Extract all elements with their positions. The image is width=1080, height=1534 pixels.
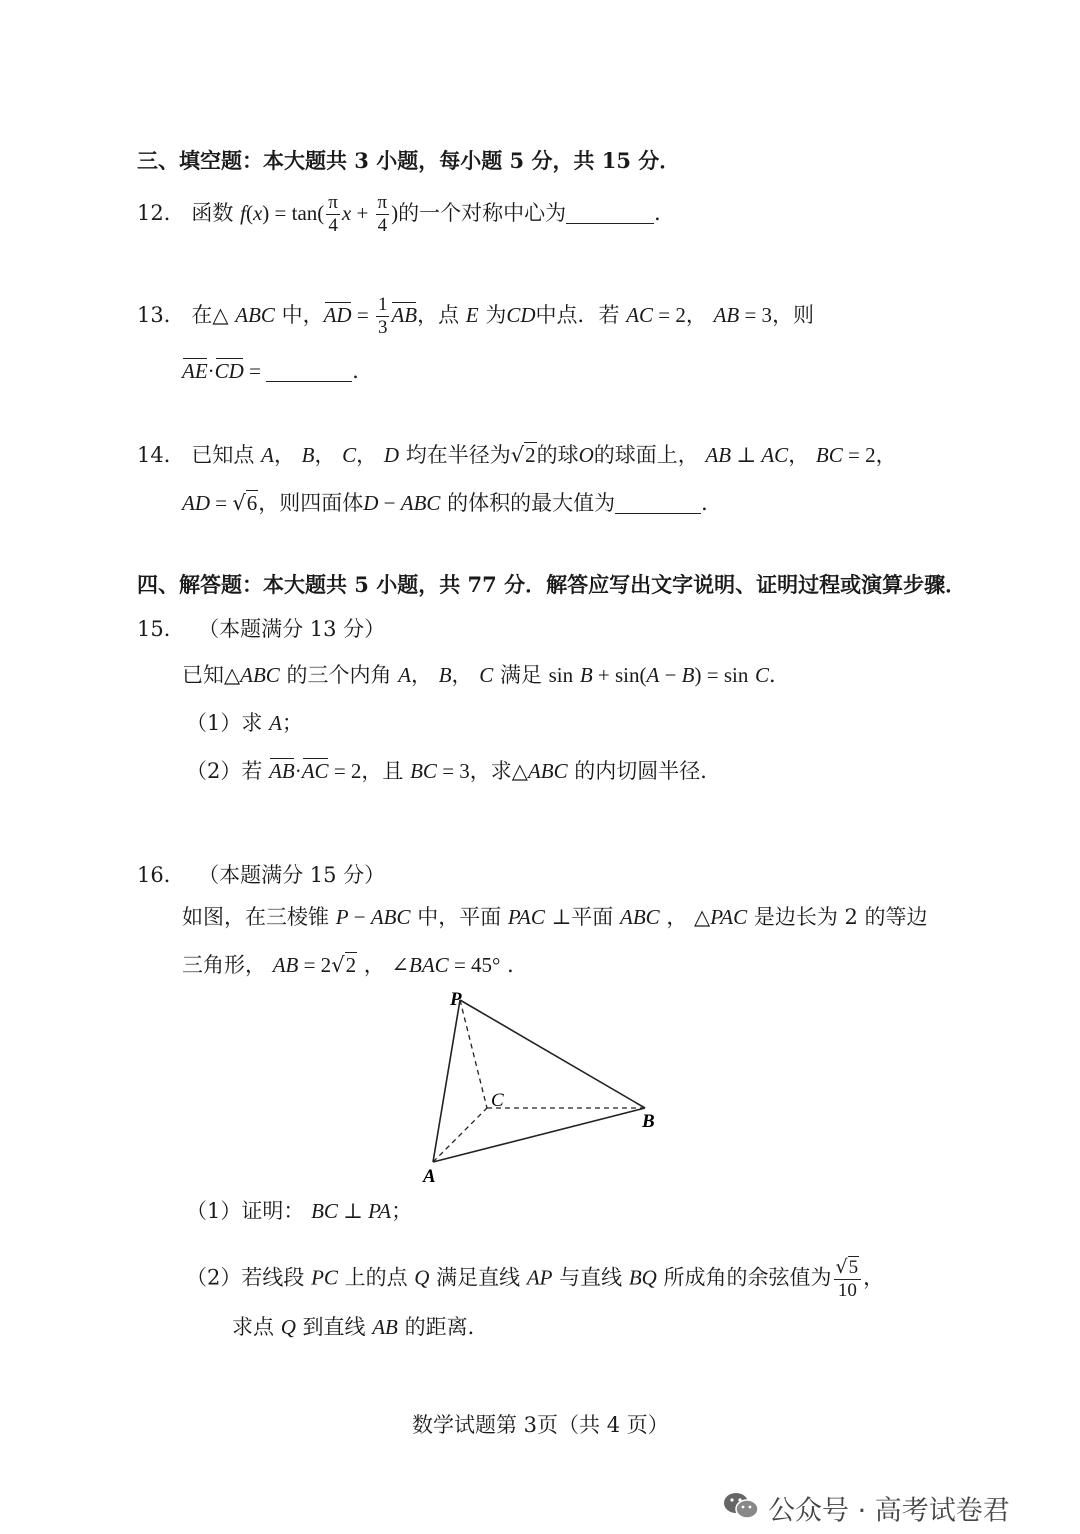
watermark-text: 公众号 · 高考试卷君 [768,1495,1010,1527]
question-16 [137,860,385,890]
edge-PB [460,1000,645,1108]
edge-AB [433,1108,645,1162]
section-heading-solve: 四、解答题：本大题共 5 小题，共 77 分．解答应写出文字说明、证明过程或演算步骤． [137,572,967,597]
question-16-part2-line2: 求点 Q 到直线 AB 的距离． [232,1315,489,1339]
score-note: （本题满分 13 分） [198,617,386,641]
question-number: 14． [137,443,185,467]
watermark [722,1490,1010,1534]
question-number: 15． [137,617,185,641]
question-13: 13． 在△ ABC 中，AD = $\frac{1}{3}$ AB，点 E 为CD中点．若 AC = 2， AB = 3，则 [137,294,815,338]
pyramid-figure [405,985,685,1190]
question-16-stem-2: 三角形， AB = 2√2 ， ∠BAC = 45° ． [182,953,529,977]
vertex-label-C: C [491,1090,504,1111]
wechat-icon [722,1490,760,1534]
question-15-stem: 已知△ABC 的三个内角 A， B， C 满足 sin B + sin(A − B) = sin C． [182,663,791,687]
question-number: 12． [137,201,185,225]
question-16-stem-1: 如图，在三棱锥 P − ABC 中，平面 PAC ⊥平面 ABC ， △PAC 是边长为 2 的等边 [182,905,928,929]
answer-blank[interactable] [266,359,352,382]
answer-blank[interactable] [615,491,701,514]
question-15 [137,614,385,644]
vertex-label-P: P [450,989,462,1010]
answer-blank[interactable] [566,201,654,224]
vertex-label-A: A [423,1166,436,1187]
question-13-line2: AE·CD = ． [182,356,373,386]
vertex-label-B: B [642,1111,655,1132]
question-15-part1: （1）求 A； [186,711,303,735]
question-14: 14． 已知点 A， B， C， D 均在半径为√2的球O的球面上， AB ⊥ AC， BC = 2， [137,443,897,467]
question-14-line2: AD = √6，则四面体D − ABC 的体积的最大值为 ． [182,491,723,515]
edge-PA [433,1000,460,1162]
question-number: 13． [137,303,185,327]
question-16-part2: （2）若线段 PC 上的点 Q 满足直线 AP 与直线 BQ 所成角的余弦值为 $\frac{√5}{10}$ ， [186,1256,885,1301]
question-number: 16． [137,863,185,887]
section-heading-fill-blank: 三、填空题：本大题共 3 小题，每小题 5 分，共 15 分． [137,148,681,173]
edge-PC [460,1000,487,1108]
question-12: 12． 函数 f(x) = tan( $\frac{\pi}{4}$ x + $\frac{\pi}{4}$ )的一个对称中心为 ． [137,192,676,236]
question-16-part1: （1）证明： BC ⊥ PA； [186,1199,413,1223]
score-note: （本题满分 15 分） [198,863,386,887]
page-footer: 数学试题第 3页（共 4 页） [412,1413,669,1437]
question-15-part2: （2）若 AB·AC = 2，且 BC = 3，求△ABC 的内切圆半径． [186,756,721,786]
